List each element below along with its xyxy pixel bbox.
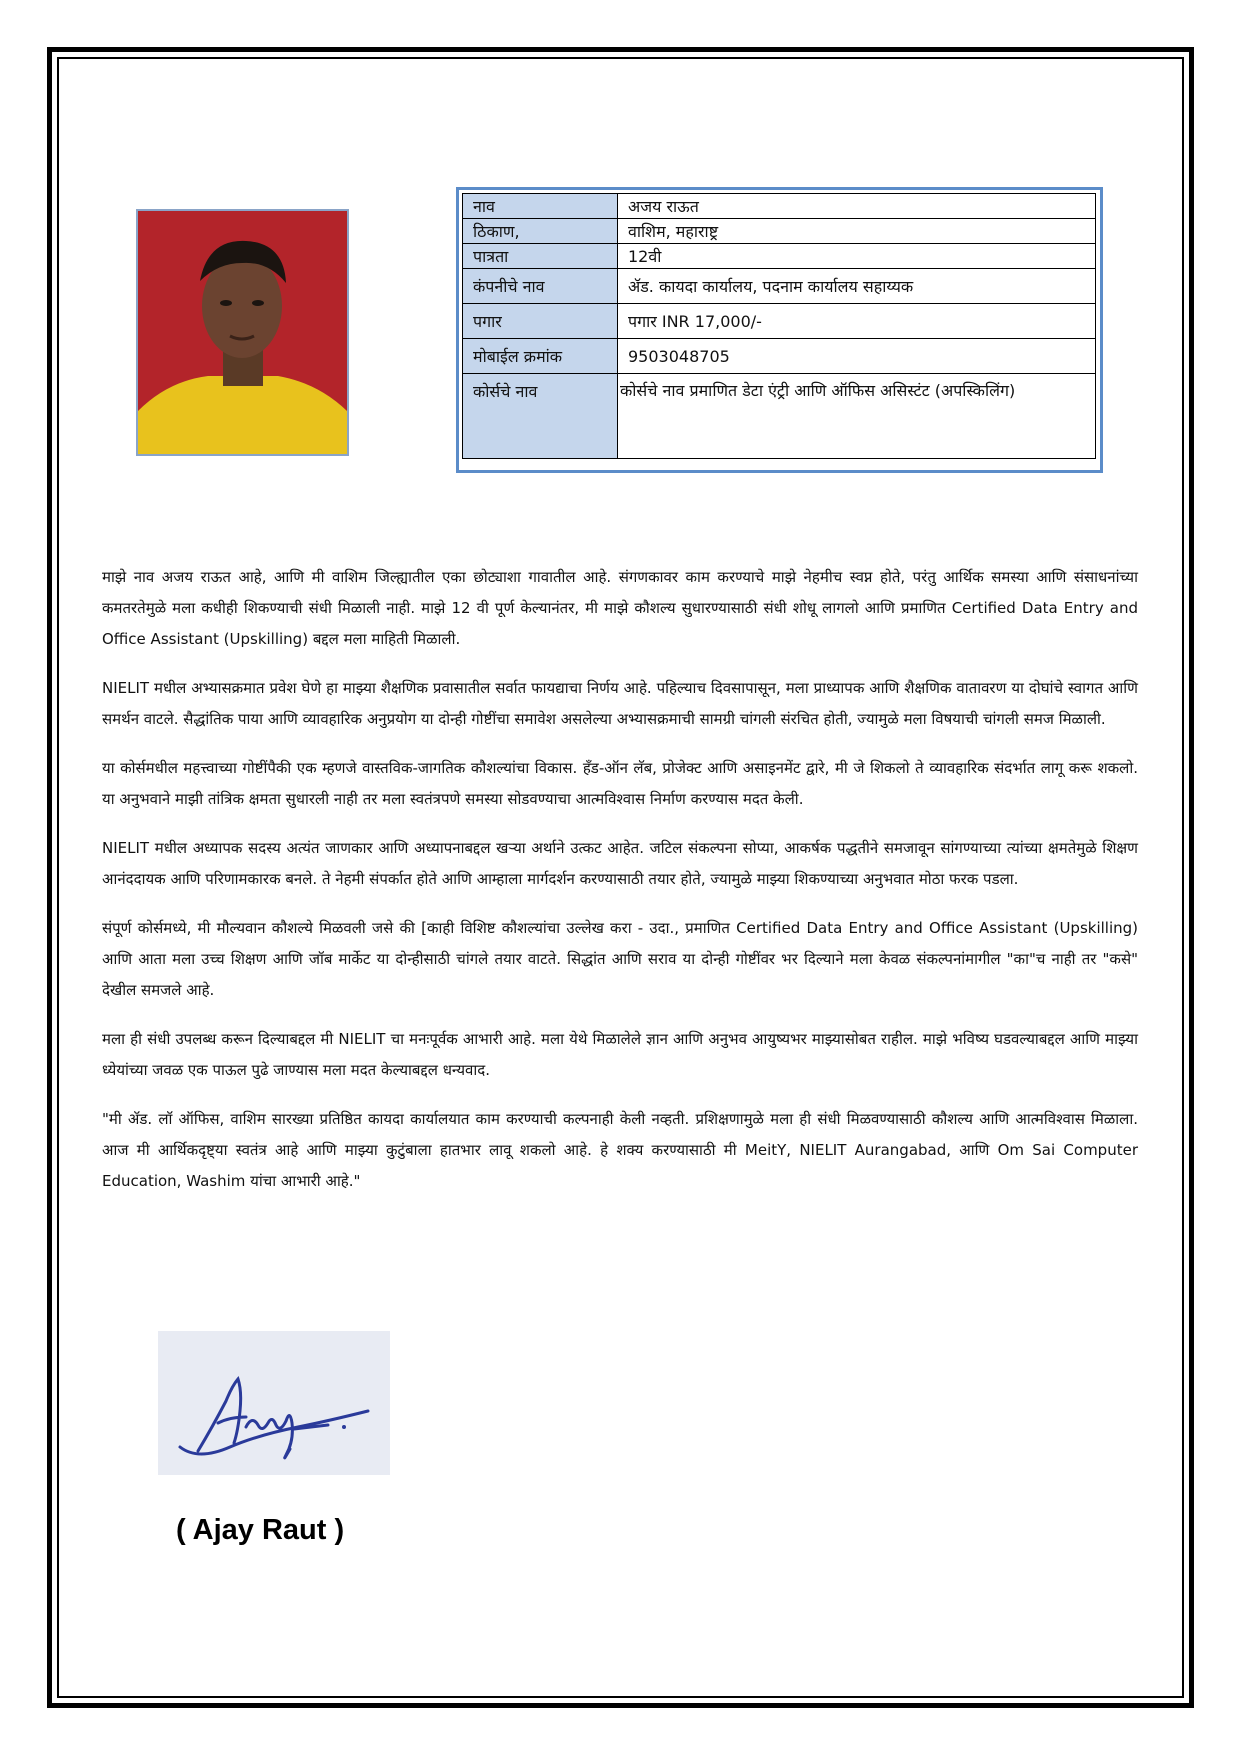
signatory-name: ( Ajay Raut ) — [176, 1514, 345, 1546]
qualification-value: 12वी — [618, 244, 1096, 269]
profile-photo — [136, 209, 349, 456]
name-value: अजय राऊत — [618, 194, 1096, 219]
testimonial-body — [102, 562, 1138, 1215]
paragraph: NIELIT मधील अध्यापक सदस्य अत्यंत जाणकार आणि अध्यापनाबद्दल खऱ्या अर्थाने उत्कट आहेत. जटिल संकल्पना सोप्या, आकर्षक पद्धतीने समजावून सांगण्याच्या त्यांच्या क्षमतेमुळे शिक्षण आनंददायक आणि परिणामकारक बनले. ते नेहमी संपर्कात होते आणि आम्हाला मार्गदर्शन करण्यासाठी तयार होते, ज्यामुळे माझ्या शिकण्याच्या अनुभवात मोठा फरक पडला. — [102, 839, 1138, 888]
name-label: नाव — [463, 194, 618, 219]
mobile-label: मोबाईल क्रमांक — [463, 339, 618, 374]
company-value: ॲड. कायदा कार्यालय, पदनाम कार्यालय सहाय्यक — [618, 269, 1096, 304]
qualification-label: पात्रता — [463, 244, 618, 269]
paragraph: "मी ॲड. लॉ ऑफिस, वाशिम सारख्या प्रतिष्ठित कायदा कार्यालयात काम करण्याची कल्पनाही केली नव्हती. प्रशिक्षणामुळे मला ही संधी मिळवण्यासाठी कौशल्य आणि आत्मविश्वास मिळाला. आज मी आर्थिकदृष्ट्या स्वतंत्र आहे आणि माझ्या कुटुंबाला हातभार लावू शकलो आहे. हे शक्य करण्यासाठी मी MeitY, NIELIT Aurangabad, आणि Om Sai Computer Education, Washim यांचा आभारी आहे." — [102, 1110, 1138, 1190]
course-value: कोर्सचे नाव प्रमाणित डेटा एंट्री आणि ऑफिस असिस्टंट (अपस्किलिंग) — [618, 374, 1096, 459]
paragraph: NIELIT मधील अभ्यासक्रमात प्रवेश घेणे हा माझ्या शैक्षणिक प्रवासातील सर्वात फायद्याचा निर्णय आहे. पहिल्याच दिवसापासून, मला प्राध्यापक आणि शैक्षणिक वातावरण या दोघांचे स्वागत आणि समर्थन वाटले. सैद्धांतिक पाया आणि व्यावहारिक अनुप्रयोग या दोन्ही गोष्टींचा समावेश असलेल्या अभ्यासक्रमाची सामग्री चांगली संरचित होती, ज्यामुळे मला विषयाची चांगली समज मिळाली. — [102, 679, 1138, 728]
mobile-value: 9503048705 — [618, 339, 1096, 374]
salary-label: पगार — [463, 304, 618, 339]
paragraph: या कोर्समधील महत्त्वाच्या गोष्टींपैकी एक म्हणजे वास्तविक-जागतिक कौशल्यांचा विकास. हँड-ऑन लॅब, प्रोजेक्ट आणि असाइनमेंट द्वारे, मी जे शिकलो ते व्यावहारिक संदर्भात लागू करू शकलो. या अनुभवाने माझी तांत्रिक क्षमता सुधारली नाही तर मला स्वतंत्रपणे समस्या सोडवण्याचा आत्मविश्वास निर्माण करण्यास मदत केली. — [102, 759, 1138, 808]
company-label: कंपनीचे नाव — [463, 269, 618, 304]
course-label: कोर्सचे नाव — [463, 374, 618, 459]
paragraph: माझे नाव अजय राऊत आहे, आणि मी वाशिम जिल्ह्यातील एका छोट्याशा गावातील आहे. संगणकावर काम करण्याचे माझे नेहमीच स्वप्न होते, परंतु आर्थिक समस्या आणि संसाधनांच्या कमतरतेमुळे मला कधीही शिकण्याची संधी मिळाली नाही. माझे 12 वी पूर्ण केल्यानंतर, मी माझे कौशल्य सुधारण्यासाठी संधी शोधू लागलो आणि प्रमाणित Certified Data Entry and Office Assistant (Upskilling) बद्दल मला माहिती मिळाली. — [102, 568, 1138, 648]
paragraph: संपूर्ण कोर्समध्ये, मी मौल्यवान कौशल्ये मिळवली जसे की [काही विशिष्ट कौशल्यांचा उल्लेख करा - उदा., प्रमाणित Certified Data Entry and Office Assistant (Upskilling) आणि आता मला उच्च शिक्षण आणि जॉब मार्केट या दोन्हीसाठी चांगले तयार वाटते. सिद्धांत आणि सराव या दोन्ही गोष्टींवर भर दिल्याने मला केवळ संकल्पनांमागील "का"च नाही तर "कसे" देखील समजले आहे. — [102, 919, 1138, 999]
location-value: वाशिम, महाराष्ट्र — [618, 219, 1096, 244]
profile-table — [456, 187, 1103, 473]
paragraph: मला ही संधी उपलब्ध करून दिल्याबद्दल मी NIELIT चा मनःपूर्वक आभारी आहे. मला येथे मिळालेले ज्ञान आणि अनुभव आयुष्यभर माझ्यासोबत राहील. माझे भविष्य घडवल्याबद्दल आणि माझ्या ध्येयांच्या जवळ एक पाऊल पुढे जाण्यास मला मदत केल्याबद्दल धन्यवाद. — [102, 1030, 1138, 1079]
signature-image — [158, 1331, 390, 1475]
location-label: ठिकाण, — [463, 219, 618, 244]
salary-value: पगार INR 17,000/- — [618, 304, 1096, 339]
